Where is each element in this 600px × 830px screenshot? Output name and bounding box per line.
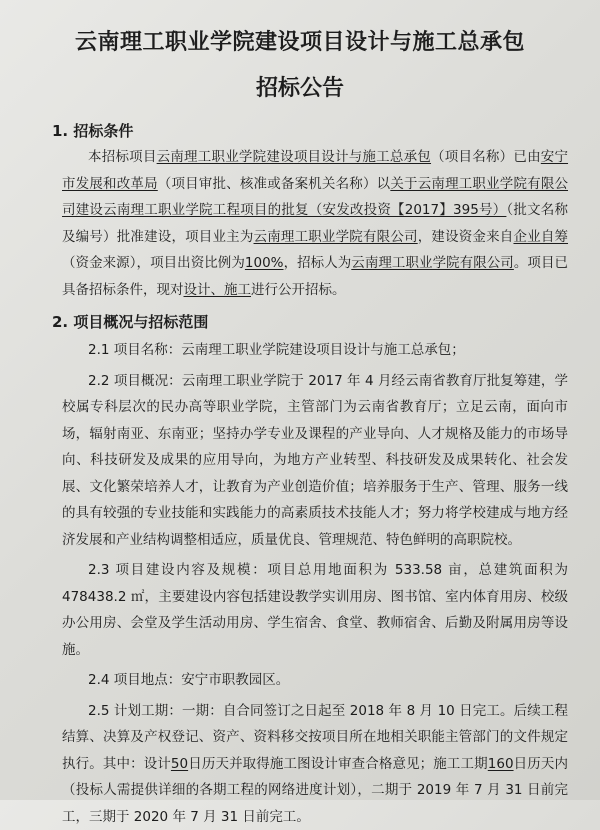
text: ，建设资金来自: [418, 229, 514, 245]
construction-days: 160: [488, 756, 514, 772]
text: 日历天并取得施工图设计审查合格意见；施工工期: [188, 756, 488, 772]
item-2-3: 2.3 项目建设内容及规模：项目总用地面积为 533.58 亩，总建筑面积为 478438.2 ㎡，主要建设内容包括建设教学实训用房、图书馆、室内体育用房、校级办公用房、会堂及学生活动用房、学生宿舍、食堂、教师宿舍、后勤及附属用房等设施。: [18, 557, 582, 663]
project-name: 云南理工职业学院建设项目设计与施工总承包: [157, 149, 431, 165]
approval-document: 关于云南理工职业学院有限公司建设云南理工职业学院工程项目的批复（安发改投资【2017】395号）: [62, 176, 568, 219]
text: ，招标人为: [284, 255, 352, 271]
tender-scope: 设计、施工: [184, 282, 252, 298]
text: 日历天内（投标人需提供详细的各期工程的网络进度计划），二期于 2019 年 7 月 31 日前完工，三期于 2020 年 7 月 31 日前完工。: [62, 756, 568, 825]
item-2-1: 2.1 项目名称：云南理工职业学院建设项目设计与施工总承包；: [18, 337, 582, 364]
text: （批文名称及编号）批准建设，项目业主为: [62, 202, 568, 245]
item-2-4: 2.4 项目地点：安宁市职教园区。: [18, 667, 582, 694]
item-2-5: [18, 698, 582, 830]
funding-ratio: 100%: [245, 255, 284, 271]
section-heading-1: 1. 招标条件: [18, 118, 582, 144]
approval-authority: 安宁市发展和改革局: [62, 149, 568, 192]
item-2-2: 2.2 项目概况：云南理工职业学院于 2017 年 4 月经云南省教育厅批复筹建，学校属专科层次的民办高等职业学院，主管部门为云南省教育厅；立足云南，面向市场，辐射南亚、东南亚；坚持办学专业及课程的产业导向、人才规格及能力的市场导向、科技研发及成果的应用导向，为地方产业转型、科技研发及成果转化、社会发展、文化繁荣培养人才，让教育为产业创造价值；培养服务于生产、管理、服务一线的具有较强的专业技能和实践能力的高素质技术技能人才；努力将学校建成与地方经济发展和产业结构调整相适应，质量优良、管理规范、特色鲜明的高职院校。: [18, 368, 582, 554]
text: 进行公开招标。: [251, 282, 346, 298]
document-title: 云南理工职业学院建设项目设计与施工总承包: [18, 28, 582, 58]
funding-source: 企业自筹: [513, 229, 568, 245]
text: 本招标项目: [88, 149, 157, 165]
text: （项目审批、核准或备案机关名称）以: [158, 176, 391, 192]
document-subtitle: 招标公告: [18, 74, 582, 104]
section-1-paragraph: [18, 144, 582, 303]
tenderer: 云南理工职业学院有限公司: [351, 255, 514, 271]
text: （项目名称）已由: [431, 149, 541, 165]
section-heading-2: 2. 项目概况与招标范围: [18, 309, 582, 335]
text: 。项目已具备招标条件，现对: [62, 255, 568, 298]
project-owner: 云南理工职业学院有限公司: [254, 229, 418, 245]
design-days: 50: [171, 756, 188, 772]
text: （资金来源），项目出资比例为: [62, 255, 245, 271]
text: 2.5 计划工期：一期：自合同签订之日起至 2018 年 8 月 10 日完工。后续工程结算、决算及产权登记、资产、资料移交按项目所在地相关职能主管部门的文件规定执行。其中：设计: [62, 703, 568, 772]
